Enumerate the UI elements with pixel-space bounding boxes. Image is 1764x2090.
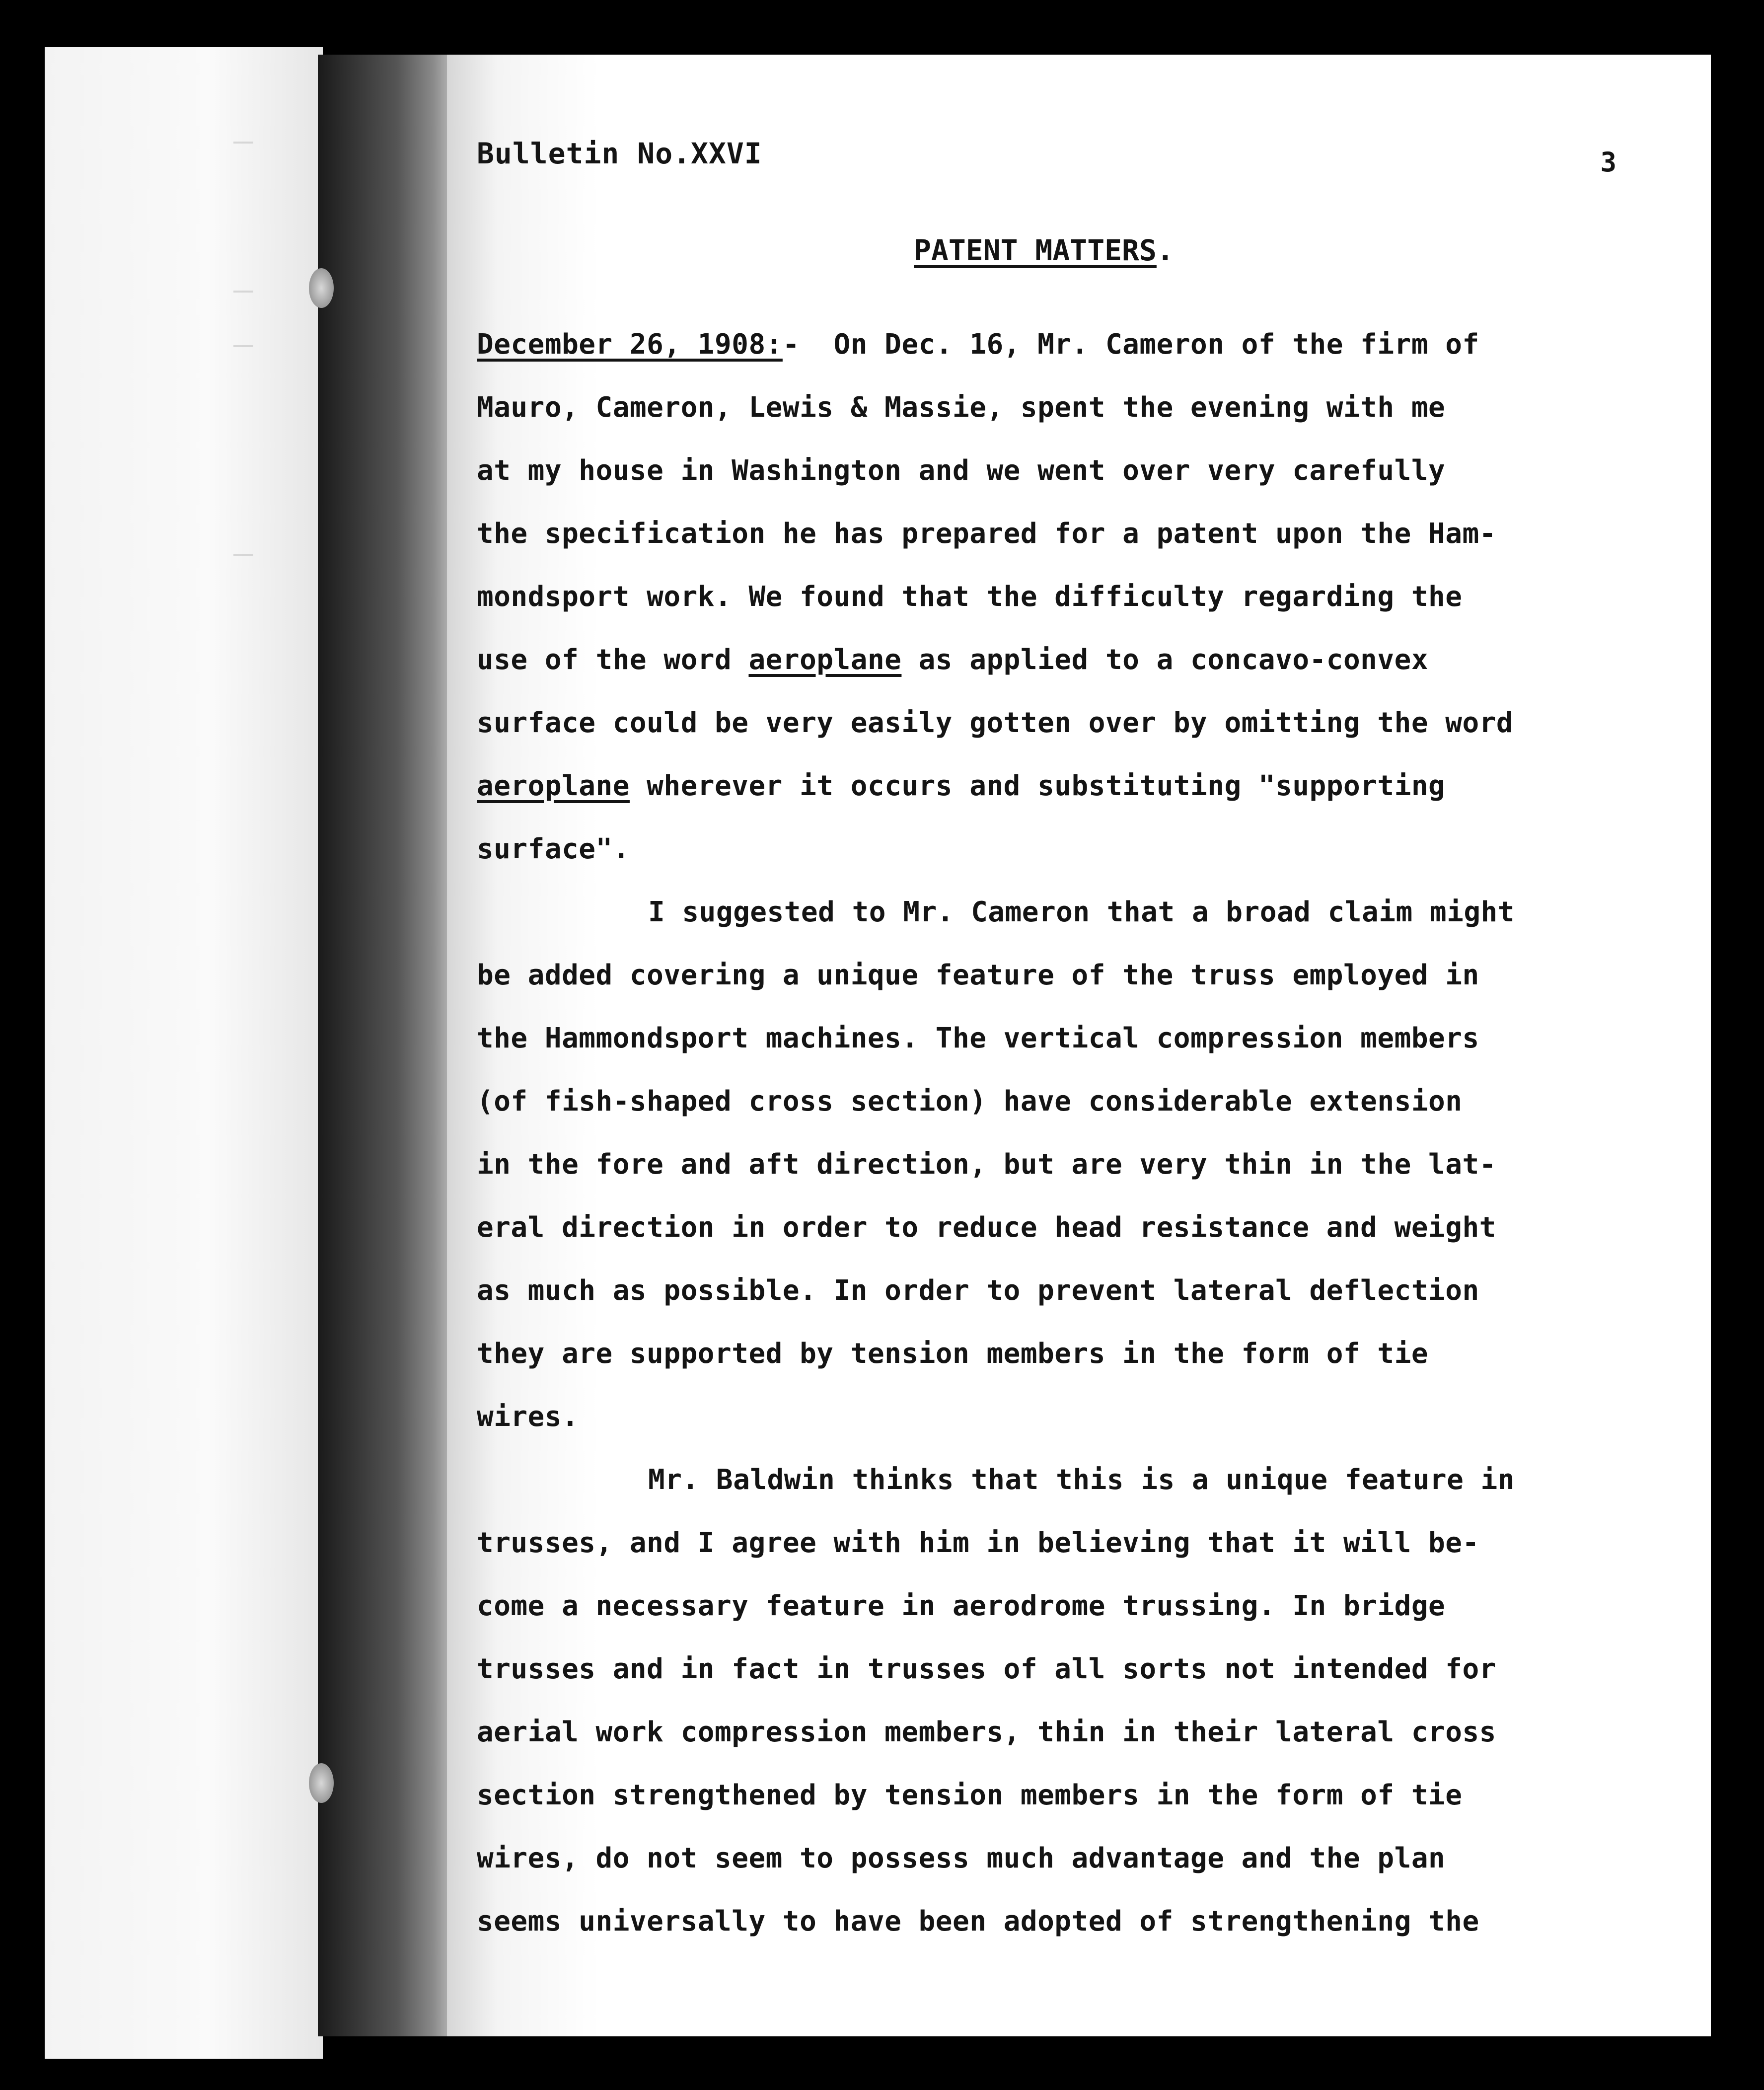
section-title-wrap xyxy=(914,233,1174,267)
bleed-through-mark xyxy=(233,142,253,144)
text-line: aerial work compression members, thin in their lateral cross xyxy=(477,1716,1496,1748)
text-line: seems universally to have been adopted of strengthening the xyxy=(477,1905,1479,1938)
page-number: 3 xyxy=(1600,147,1617,178)
text-line: surface could be very easily gotten over by omitting the word xyxy=(477,707,1514,739)
bleed-through-mark xyxy=(233,554,253,556)
text-line xyxy=(477,628,1659,691)
punch-hole xyxy=(309,268,334,308)
section-title-period: . xyxy=(1156,233,1174,267)
entry-date-dash: - xyxy=(782,328,800,361)
text-line: as much as possible. In order to prevent lateral deflection xyxy=(477,1274,1479,1307)
text-line: at my house in Washington and we went over very carefully xyxy=(477,454,1446,487)
text-line: the specification he has prepared for a patent upon the Ham- xyxy=(477,518,1496,550)
bulletin-header: Bulletin No.XXVI xyxy=(477,137,762,170)
text-line: in the fore and aft direction, but are very thin in the lat- xyxy=(477,1148,1496,1181)
bleed-through-mark xyxy=(233,291,253,293)
text-line: they are supported by tension members in the form of tie xyxy=(477,1338,1429,1370)
punch-hole xyxy=(309,1763,334,1803)
left-blank-page xyxy=(45,47,323,2059)
text-line: surface". xyxy=(477,833,630,865)
text-line xyxy=(477,754,1659,818)
text-line: mondsport work. We found that the difficulty regarding the xyxy=(477,581,1463,613)
entry-date: December 26, 1908: xyxy=(477,328,783,361)
text-line xyxy=(477,313,1659,376)
section-title: PATENT MATTERS xyxy=(914,233,1157,267)
document-page xyxy=(447,55,1711,2036)
text-line: wires. xyxy=(477,1401,579,1433)
text-line: be added covering a unique feature of the truss employed in xyxy=(477,959,1479,991)
bleed-through-mark xyxy=(233,345,253,347)
text-line: eral direction in order to reduce head resistance and weight xyxy=(477,1211,1496,1244)
text-segment: On Dec. 16, Mr. Cameron of the firm of xyxy=(800,328,1479,361)
text-segment: wherever it occurs and substituting "supporting xyxy=(629,770,1446,802)
text-line: I suggested to Mr. Cameron that a broad claim might xyxy=(648,896,1515,928)
underlined-term: aeroplane xyxy=(477,770,630,802)
text-line: section strengthened by tension members in the form of tie xyxy=(477,1779,1463,1811)
text-line: wires, do not seem to possess much advantage and the plan xyxy=(477,1842,1446,1874)
binding-gutter-shadow xyxy=(318,55,462,2036)
document-body xyxy=(477,313,1659,1953)
text-segment: use of the word xyxy=(477,644,749,676)
underlined-term: aeroplane xyxy=(748,644,902,676)
text-line: the Hammondsport machines. The vertical compression members xyxy=(477,1022,1479,1054)
text-line: trusses and in fact in trusses of all sorts not intended for xyxy=(477,1653,1496,1685)
text-line: Mr. Baldwin thinks that this is a unique feature in xyxy=(648,1464,1515,1496)
text-line: trusses, and I agree with him in believing that it will be- xyxy=(477,1527,1479,1559)
text-line: Mauro, Cameron, Lewis & Massie, spent the evening with me xyxy=(477,391,1446,424)
text-segment: as applied to a concavo-convex xyxy=(901,644,1429,676)
text-line: come a necessary feature in aerodrome trussing. In bridge xyxy=(477,1590,1446,1622)
text-line: (of fish-shaped cross section) have considerable extension xyxy=(477,1085,1463,1118)
